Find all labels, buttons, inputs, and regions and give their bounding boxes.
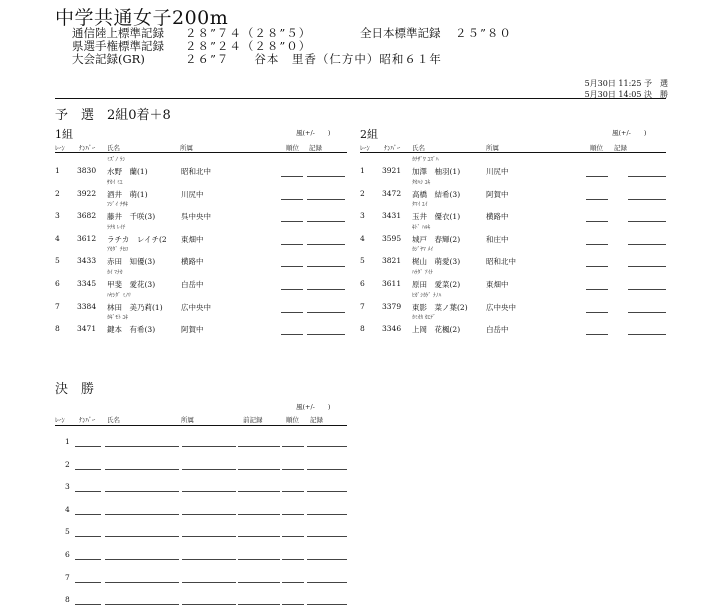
- record-blank: [628, 199, 666, 200]
- rank-blank: [586, 266, 608, 267]
- name-kana: ｶﾁｻﾞﾜ ﾕｽﾞﾊ: [412, 157, 439, 163]
- lane-number: 7: [360, 301, 365, 311]
- athlete-affiliation: 横路中: [486, 212, 509, 222]
- record-blank: [307, 176, 345, 177]
- rank-blank: [586, 244, 608, 245]
- rank-blank: [586, 334, 608, 335]
- rank-blank: [281, 221, 303, 222]
- record-line-1: [72, 25, 522, 39]
- rank-blank: [586, 176, 608, 177]
- record-blank: [628, 221, 666, 222]
- record-blank: [307, 559, 347, 560]
- col-record: 記録: [309, 144, 322, 152]
- record-blank: [307, 514, 347, 515]
- lane-number: 1: [360, 166, 365, 175]
- name-kana: ｷﾄﾞ ﾊﾙｷ: [412, 224, 431, 231]
- lane-number: 5: [55, 256, 60, 266]
- final-section-title: 決 勝: [55, 382, 95, 397]
- athlete-affiliation: 昭和北中: [486, 257, 516, 267]
- number-blank: [75, 582, 101, 583]
- lane-number: 5: [360, 256, 365, 266]
- lane-number: 7: [55, 301, 60, 311]
- national-record-value: ２５”８０: [455, 26, 512, 40]
- table-row: [360, 157, 670, 178]
- name-blank: [105, 469, 179, 470]
- col-name: 氏名: [412, 144, 425, 152]
- affiliation-blank: [182, 491, 236, 492]
- athlete-name: 酒井 萌(1): [107, 189, 148, 199]
- name-kana: ﾀｶﾊｼ ﾕｷ: [412, 179, 431, 186]
- col-lane: ﾚｰﾝ: [360, 144, 370, 152]
- record-blank: [307, 334, 345, 335]
- bib-number: 3830: [77, 166, 97, 175]
- rank-blank: [586, 312, 608, 313]
- athlete-affiliation: 横路中: [181, 257, 204, 267]
- bib-number: 3433: [77, 256, 97, 266]
- prev-record-blank: [238, 604, 280, 605]
- rank-blank: [586, 289, 608, 290]
- divider: [55, 98, 666, 99]
- final-row: [55, 595, 347, 607]
- col-rank: 順位: [590, 144, 603, 152]
- rank-blank: [282, 604, 304, 605]
- rank-blank: [282, 446, 304, 447]
- table-row: [360, 224, 670, 246]
- record-blank: [307, 446, 347, 447]
- bib-number: 3611: [382, 279, 402, 288]
- number-blank: [75, 559, 101, 560]
- rank-blank: [281, 289, 303, 290]
- number-blank: [75, 604, 101, 605]
- bib-number: 3471: [77, 324, 97, 334]
- rank-blank: [586, 221, 608, 222]
- athlete-name: 甲斐 愛花(3): [107, 280, 156, 289]
- record-blank: [628, 266, 666, 267]
- athlete-affiliation: 阿賀中: [486, 189, 509, 199]
- rank-blank: [281, 266, 303, 267]
- table-row: [55, 315, 365, 336]
- name-kana: ﾊﾔｼﾀﾞ ﾐﾉﾘ: [107, 292, 131, 299]
- athlete-affiliation: 川尻中: [181, 189, 204, 199]
- bib-number: 3682: [77, 211, 97, 221]
- name-blank: [105, 559, 179, 560]
- athlete-affiliation: 阿賀中: [181, 325, 204, 335]
- heats-section-title: 予 選 2組0着＋8: [55, 108, 171, 123]
- record-blank: [307, 221, 345, 222]
- heat-1-wind: 風(+/- ): [296, 129, 331, 137]
- final-row: [55, 437, 347, 449]
- prev-record-blank: [238, 491, 280, 492]
- record-value: ２８”２４（２８”０）: [185, 39, 312, 53]
- athlete-name: 梶山 萌愛(3): [412, 257, 461, 267]
- schedule-heats: 5月30日 11:25 予 選: [584, 79, 668, 88]
- col-affiliation: 所属: [486, 144, 499, 152]
- record-blank: [307, 199, 345, 200]
- athlete-affiliation: 和庄中: [486, 234, 509, 244]
- affiliation-blank: [182, 582, 236, 583]
- bib-number: 3922: [77, 188, 97, 198]
- number-blank: [75, 536, 101, 537]
- lane-number: 5: [65, 527, 70, 537]
- lane-number: 1: [55, 166, 60, 175]
- prev-record-blank: [238, 446, 280, 447]
- athlete-affiliation: 東畑中: [486, 280, 509, 289]
- table-row: [55, 292, 365, 314]
- number-blank: [75, 469, 101, 470]
- name-kana: ｻｶｲ ﾐｴ: [107, 179, 123, 186]
- lane-number: 3: [55, 211, 60, 221]
- table-row: [55, 247, 365, 268]
- number-blank: [75, 446, 101, 447]
- final-row: [55, 505, 347, 517]
- record-value: ２６”７ 谷本 里香（仁方中）昭和６１年: [185, 52, 442, 66]
- athlete-affiliation: 白岳中: [181, 280, 204, 289]
- athlete-name: 上岡 花楓(2): [412, 325, 461, 335]
- athlete-name: 藤井 千咲(3): [107, 212, 156, 222]
- rank-blank: [281, 334, 303, 335]
- lane-number: 6: [360, 279, 365, 288]
- record-blank: [307, 289, 345, 290]
- affiliation-blank: [182, 469, 236, 470]
- table-row: [360, 179, 670, 201]
- athlete-affiliation: 広中央中: [181, 302, 211, 312]
- name-kana: ﾐｽﾞﾉ ﾗﾝ: [107, 157, 126, 163]
- final-row: [55, 550, 347, 562]
- lane-number: 4: [55, 233, 60, 243]
- col-affiliation: 所属: [181, 416, 194, 424]
- lane-number: 1: [65, 437, 70, 446]
- athlete-affiliation: 広中央中: [486, 302, 516, 312]
- record-blank: [307, 469, 347, 470]
- record-label: 県選手権標準記録: [72, 39, 164, 53]
- lane-number: 4: [360, 233, 365, 243]
- rank-blank: [282, 469, 304, 470]
- name-blank: [105, 582, 179, 583]
- name-blank: [105, 491, 179, 492]
- bib-number: 3472: [382, 188, 402, 198]
- bib-number: 3384: [77, 301, 97, 311]
- affiliation-blank: [182, 604, 236, 605]
- rank-blank: [282, 491, 304, 492]
- name-kana: ﾀﾏｲ ﾕｲ: [412, 202, 428, 209]
- final-header-rule: [55, 425, 347, 426]
- rank-blank: [281, 176, 303, 177]
- name-kana: ｱｶﾀﾞ ﾁﾋﾛ: [107, 247, 128, 254]
- athlete-affiliation: 白岳中: [486, 325, 509, 335]
- table-row: [55, 202, 365, 223]
- heat-2-title: 2組: [360, 128, 378, 141]
- record-blank: [628, 244, 666, 245]
- rank-blank: [282, 514, 304, 515]
- rank-blank: [281, 244, 303, 245]
- record-blank: [307, 604, 347, 605]
- athlete-name: 加澤 柚羽(1): [412, 167, 461, 176]
- lane-number: 2: [55, 188, 60, 198]
- rank-blank: [281, 312, 303, 313]
- prev-record-blank: [238, 514, 280, 515]
- athlete-name: 東影 菜ノ葉(2): [412, 302, 468, 312]
- athlete-affiliation: 東畑中: [181, 234, 204, 244]
- record-blank: [628, 289, 666, 290]
- name-kana: ｶｷﾞﾓﾄ ﾕｷ: [107, 315, 128, 322]
- rank-blank: [586, 199, 608, 200]
- lane-number: 8: [65, 595, 70, 605]
- prev-record-blank: [238, 469, 280, 470]
- col-name: 氏名: [107, 144, 120, 152]
- name-blank: [105, 604, 179, 605]
- name-kana: ﾌｼﾞｲ ﾁｻｷ: [107, 202, 128, 209]
- lane-number: 2: [65, 459, 70, 469]
- table-row: [360, 292, 670, 314]
- record-blank: [307, 536, 347, 537]
- bib-number: 3346: [382, 324, 402, 334]
- athlete-name: 鍵本 有希(3): [107, 325, 156, 335]
- record-blank: [307, 244, 345, 245]
- col-number: ﾅﾝﾊﾞｰ: [79, 144, 96, 152]
- record-value: ２８”７４（２８”５）: [185, 26, 312, 40]
- schedule-final: 5月30日 14:05 決 勝: [584, 90, 668, 99]
- affiliation-blank: [182, 514, 236, 515]
- lane-number: 2: [360, 188, 365, 198]
- table-row: [360, 315, 670, 336]
- athlete-name: ラチカ レイチ(2: [107, 234, 167, 244]
- affiliation-blank: [182, 536, 236, 537]
- rank-blank: [281, 199, 303, 200]
- rank-blank: [282, 582, 304, 583]
- col-prev-record: 前記録: [243, 416, 263, 424]
- affiliation-blank: [182, 446, 236, 447]
- col-affiliation: 所属: [180, 144, 193, 152]
- prev-record-blank: [238, 582, 280, 583]
- record-label: 通信陸上標準記録: [72, 26, 164, 40]
- lane-number: 3: [65, 482, 70, 492]
- lane-number: 7: [65, 572, 70, 582]
- record-blank: [307, 582, 347, 583]
- record-blank: [628, 312, 666, 313]
- name-kana: ｶｼﾞﾔﾏ ﾒｲ: [412, 247, 433, 254]
- table-row: [55, 224, 365, 246]
- record-blank: [307, 266, 345, 267]
- lane-number: 4: [65, 504, 70, 514]
- affiliation-blank: [182, 559, 236, 560]
- athlete-affiliation: 昭和北中: [181, 167, 211, 176]
- lane-number: 6: [65, 550, 70, 559]
- col-number: ﾅﾝﾊﾞｰ: [79, 416, 96, 424]
- athlete-name: 水野 蘭(1): [107, 167, 148, 176]
- table-row: [360, 247, 670, 268]
- table-row: [360, 270, 670, 291]
- final-row: [55, 482, 347, 494]
- bib-number: 3595: [382, 233, 402, 243]
- final-wind: 風(+/- ): [296, 403, 331, 411]
- rank-blank: [282, 536, 304, 537]
- name-kana: ｶﾐｵｶ ｶｴﾃﾞ: [412, 315, 436, 322]
- name-blank: [105, 536, 179, 537]
- prev-record-blank: [238, 559, 280, 560]
- col-rank: 順位: [286, 144, 299, 152]
- page-title: 中学共通女子200m: [55, 7, 229, 29]
- number-blank: [75, 514, 101, 515]
- col-lane: ﾚｰﾝ: [55, 144, 65, 152]
- rank-blank: [282, 559, 304, 560]
- bib-number: 3345: [77, 279, 97, 288]
- heat-2-wind: 風(+/- ): [612, 129, 647, 137]
- col-record: 記録: [614, 144, 627, 152]
- name-kana: ﾗﾁｶ ﾚｲﾁ: [107, 224, 126, 231]
- athlete-affiliation: 呉中央中: [181, 212, 211, 222]
- col-number: ﾅﾝﾊﾞｰ: [384, 144, 401, 152]
- record-blank: [628, 176, 666, 177]
- name-kana: ﾊﾗﾀﾞ ｱｲﾅ: [412, 270, 433, 276]
- national-record-label: 全日本標準記録: [360, 26, 441, 40]
- bib-number: 3821: [382, 256, 402, 266]
- heat-2-header-rule: [360, 152, 666, 153]
- record-blank: [307, 312, 345, 313]
- athlete-name: 高橋 結希(3): [412, 189, 461, 199]
- athlete-name: 玉井 優衣(1): [412, 212, 461, 222]
- heat-1-title: 1組: [55, 128, 73, 141]
- final-row: [55, 573, 347, 585]
- athlete-affiliation: 川尻中: [486, 167, 509, 176]
- name-kana: ﾋｶﾞｼｶｹﾞ ﾅﾉﾊ: [412, 292, 442, 299]
- final-column-headers: [55, 415, 347, 425]
- col-record: 記録: [310, 416, 323, 424]
- lane-number: 6: [55, 279, 60, 288]
- name-blank: [105, 514, 179, 515]
- final-row: [55, 527, 347, 539]
- table-row: [55, 270, 365, 291]
- lane-number: 8: [360, 324, 365, 334]
- lane-number: 8: [55, 324, 60, 334]
- bib-number: 3431: [382, 211, 402, 221]
- table-row: [360, 202, 670, 223]
- bib-number: 3379: [382, 301, 402, 311]
- name-blank: [105, 446, 179, 447]
- lane-number: 3: [360, 211, 365, 221]
- col-rank: 順位: [286, 416, 299, 424]
- name-kana: ｶｲ ﾏﾅｶ: [107, 270, 123, 276]
- prev-record-blank: [238, 536, 280, 537]
- bib-number: 3612: [77, 233, 97, 243]
- table-row: [55, 179, 365, 201]
- col-name: 氏名: [107, 416, 120, 424]
- record-line-2: [72, 38, 522, 52]
- table-row: [55, 157, 365, 178]
- athlete-name: 赤田 知優(3): [107, 257, 156, 267]
- athlete-name: 城戸 春輝(2): [412, 234, 461, 244]
- athlete-name: 林田 美乃莉(1): [107, 302, 163, 312]
- number-blank: [75, 491, 101, 492]
- record-label: 大会記録(GR): [72, 52, 145, 66]
- record-line-3: [72, 51, 522, 65]
- bib-number: 3921: [382, 166, 402, 175]
- final-row: [55, 460, 347, 472]
- record-blank: [628, 334, 666, 335]
- heat-1-header-rule: [55, 152, 347, 153]
- athlete-name: 原田 愛菜(2): [412, 280, 461, 289]
- record-blank: [307, 491, 347, 492]
- col-lane: ﾚｰﾝ: [55, 416, 65, 424]
